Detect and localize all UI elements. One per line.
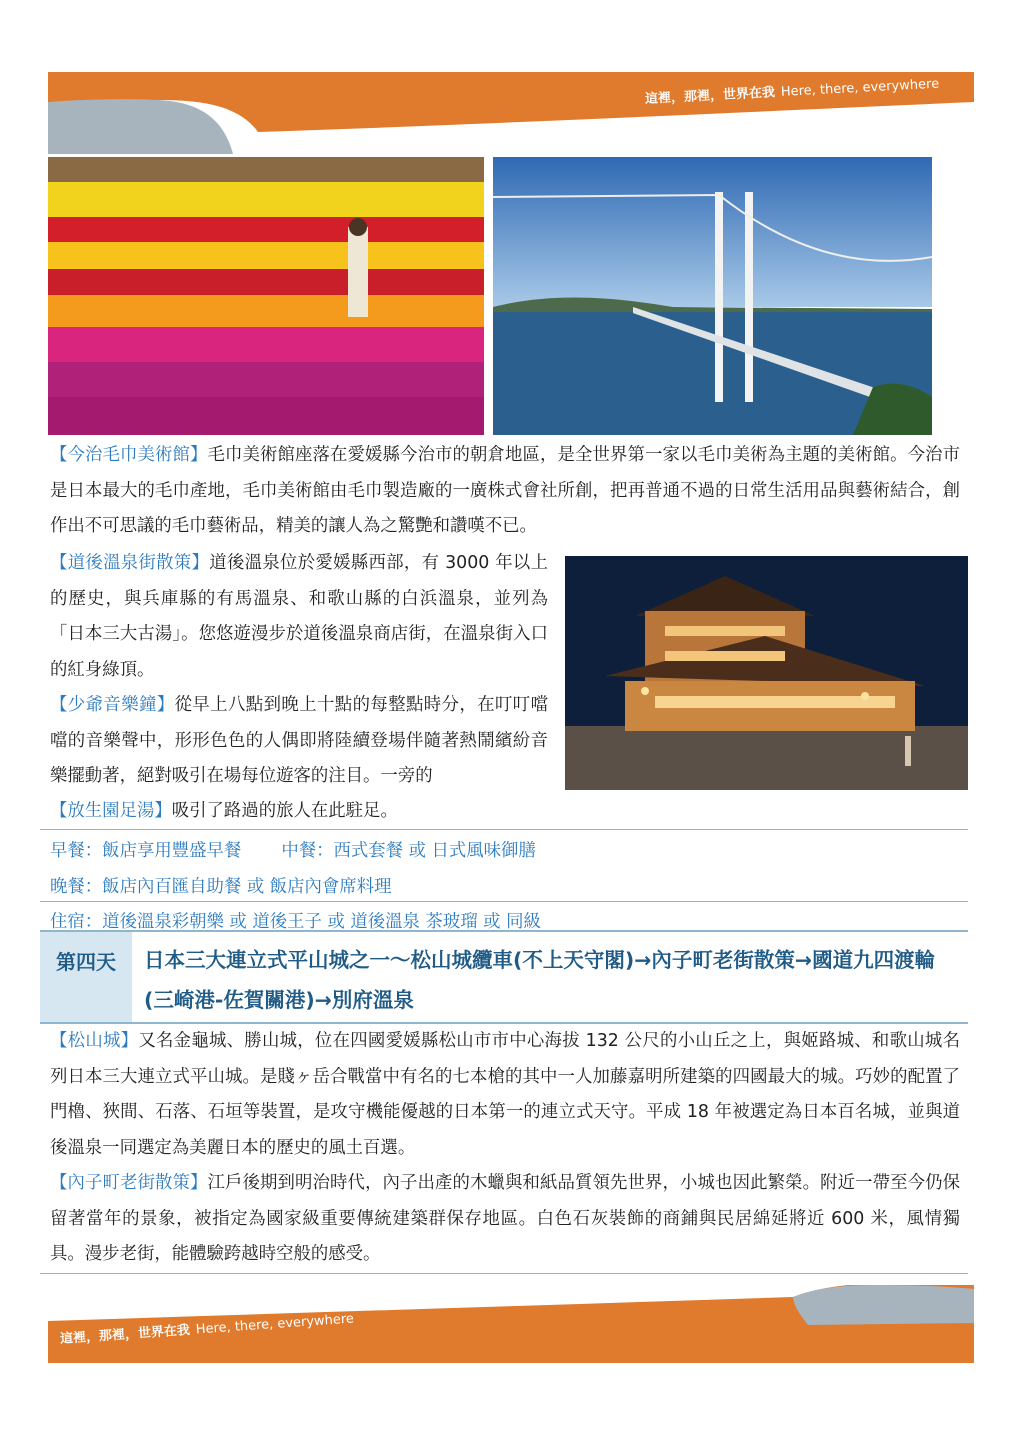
meals-line-2 [50, 872, 391, 897]
towel-museum-paragraph [50, 438, 960, 545]
dogo-walk-paragraph [50, 546, 548, 688]
day4-title: 日本三大連立式平山城之一～松山城纜車(不上天守閣)→內子町老街散策→國道九四渡輪(三崎港-佐賀關港)→別府溫泉 [144, 948, 936, 1012]
matsuyama-paragraph [50, 1024, 960, 1166]
breakfast-text: 早餐：飯店享用豐盛早餐 [50, 841, 242, 861]
uchiko-body: 江戶後期到明治時代，內子出產的木蠟與和紙品質領先世界，小城也因此繁榮。附近一帶至今仍保留著當年的景象，被指定為國家級重要傳統建築群保存地區。白色石灰裝飾的商鋪與民居綿延將近 600 米，風情獨具。漫步老街，能體驗跨越時空般的感受。 [50, 1173, 960, 1264]
matsuyama-title: 【松山城】 [50, 1031, 139, 1051]
day4-header [40, 930, 968, 1024]
hotel-line [50, 907, 541, 932]
botchan-clock-paragraph [50, 688, 548, 795]
header-slogan-en: Here, there, everywhere [780, 76, 940, 100]
dogo-walk-title: 【道後溫泉街散策】 [50, 553, 210, 573]
foot-bath-body: 吸引了路過的旅人在此駐足。 [171, 801, 398, 821]
divider [40, 829, 968, 830]
foot-bath-line [50, 794, 750, 830]
suspension-bridge-photo [493, 157, 932, 435]
lunch-text: 中餐：西式套餐 或 日式風味御膳 [281, 841, 536, 861]
flower-field-photo [48, 157, 484, 435]
towel-museum-title: 【今治毛巾美術館】 [50, 445, 208, 465]
dinner-text: 晚餐：飯店內百匯自助餐 或 飯店內會席料理 [50, 877, 392, 897]
divider [40, 1273, 968, 1274]
footer-slogan-en: Here, there, everywhere [195, 1311, 355, 1338]
botchan-clock-title: 【少爺音樂鐘】 [50, 695, 175, 715]
botchan-clock-body1: 從早上八點到晚上十點的每整點時分，在叮叮噹噹的音樂聲中，形形色色的人偶即將陸續登場伴隨著熱鬧繽紛音樂擺動著，絕對吸引在場每位遊客的注目。一旁的 [50, 695, 548, 786]
uchiko-paragraph [50, 1166, 960, 1273]
header-slogan-cn: 這裡，那裡，世界在我 [644, 85, 776, 107]
footer-slogan-cn: 這裡，那裡，世界在我 [59, 1322, 191, 1347]
meals-line-1 [50, 836, 536, 861]
matsuyama-body: 又名金龜城、勝山城，位在四國愛媛縣松山市市中心海拔 132 公尺的小山丘之上，與姬路城、和歌山城名列日本三大連立式平山城。是賤ヶ岳合戰當中有名的七本槍的其中一人加藤嘉明所建築的四國最大的城。巧妙的配置了門櫓、狹間、石落、石垣等裝置，是攻守機能優越的日本第一的連立式天守。平成 18 年被選定為日本百名城，並與道後溫泉一同選定為美麗日本的歷史的風土百選。 [50, 1031, 960, 1158]
divider [40, 901, 968, 902]
dogo-onsen-night-photo [565, 556, 968, 790]
foot-bath-title: 【放生園足湯】 [50, 801, 172, 821]
hotel-text: 住宿：道後溫泉彩朝樂 或 道後王子 或 道後溫泉 茶玻瑠 或 同級 [50, 912, 541, 932]
dogo-walk-body: 道後溫泉位於愛媛縣西部，有 3000 年以上的歷史，與兵庫縣的有馬溫泉、和歌山縣的白浜溫泉，並列為「日本三大古湯」。您悠遊漫步於道後溫泉商店街，在溫泉街入口的紅身綠頂。 [50, 553, 548, 680]
uchiko-title: 【內子町老街散策】 [50, 1173, 208, 1193]
day4-label: 第四天 [40, 932, 132, 1022]
towel-museum-body: 毛巾美術館座落在愛媛縣今治市的朝倉地區，是全世界第一家以毛巾美術為主題的美術館。今治市是日本最大的毛巾產地，毛巾美術館由毛巾製造廠的一廣株式會社所創，把再普通不過的日常生活用品與藝術結合，創作出不可思議的毛巾藝術品，精美的讓人為之驚艷和讚嘆不已。 [50, 445, 960, 536]
